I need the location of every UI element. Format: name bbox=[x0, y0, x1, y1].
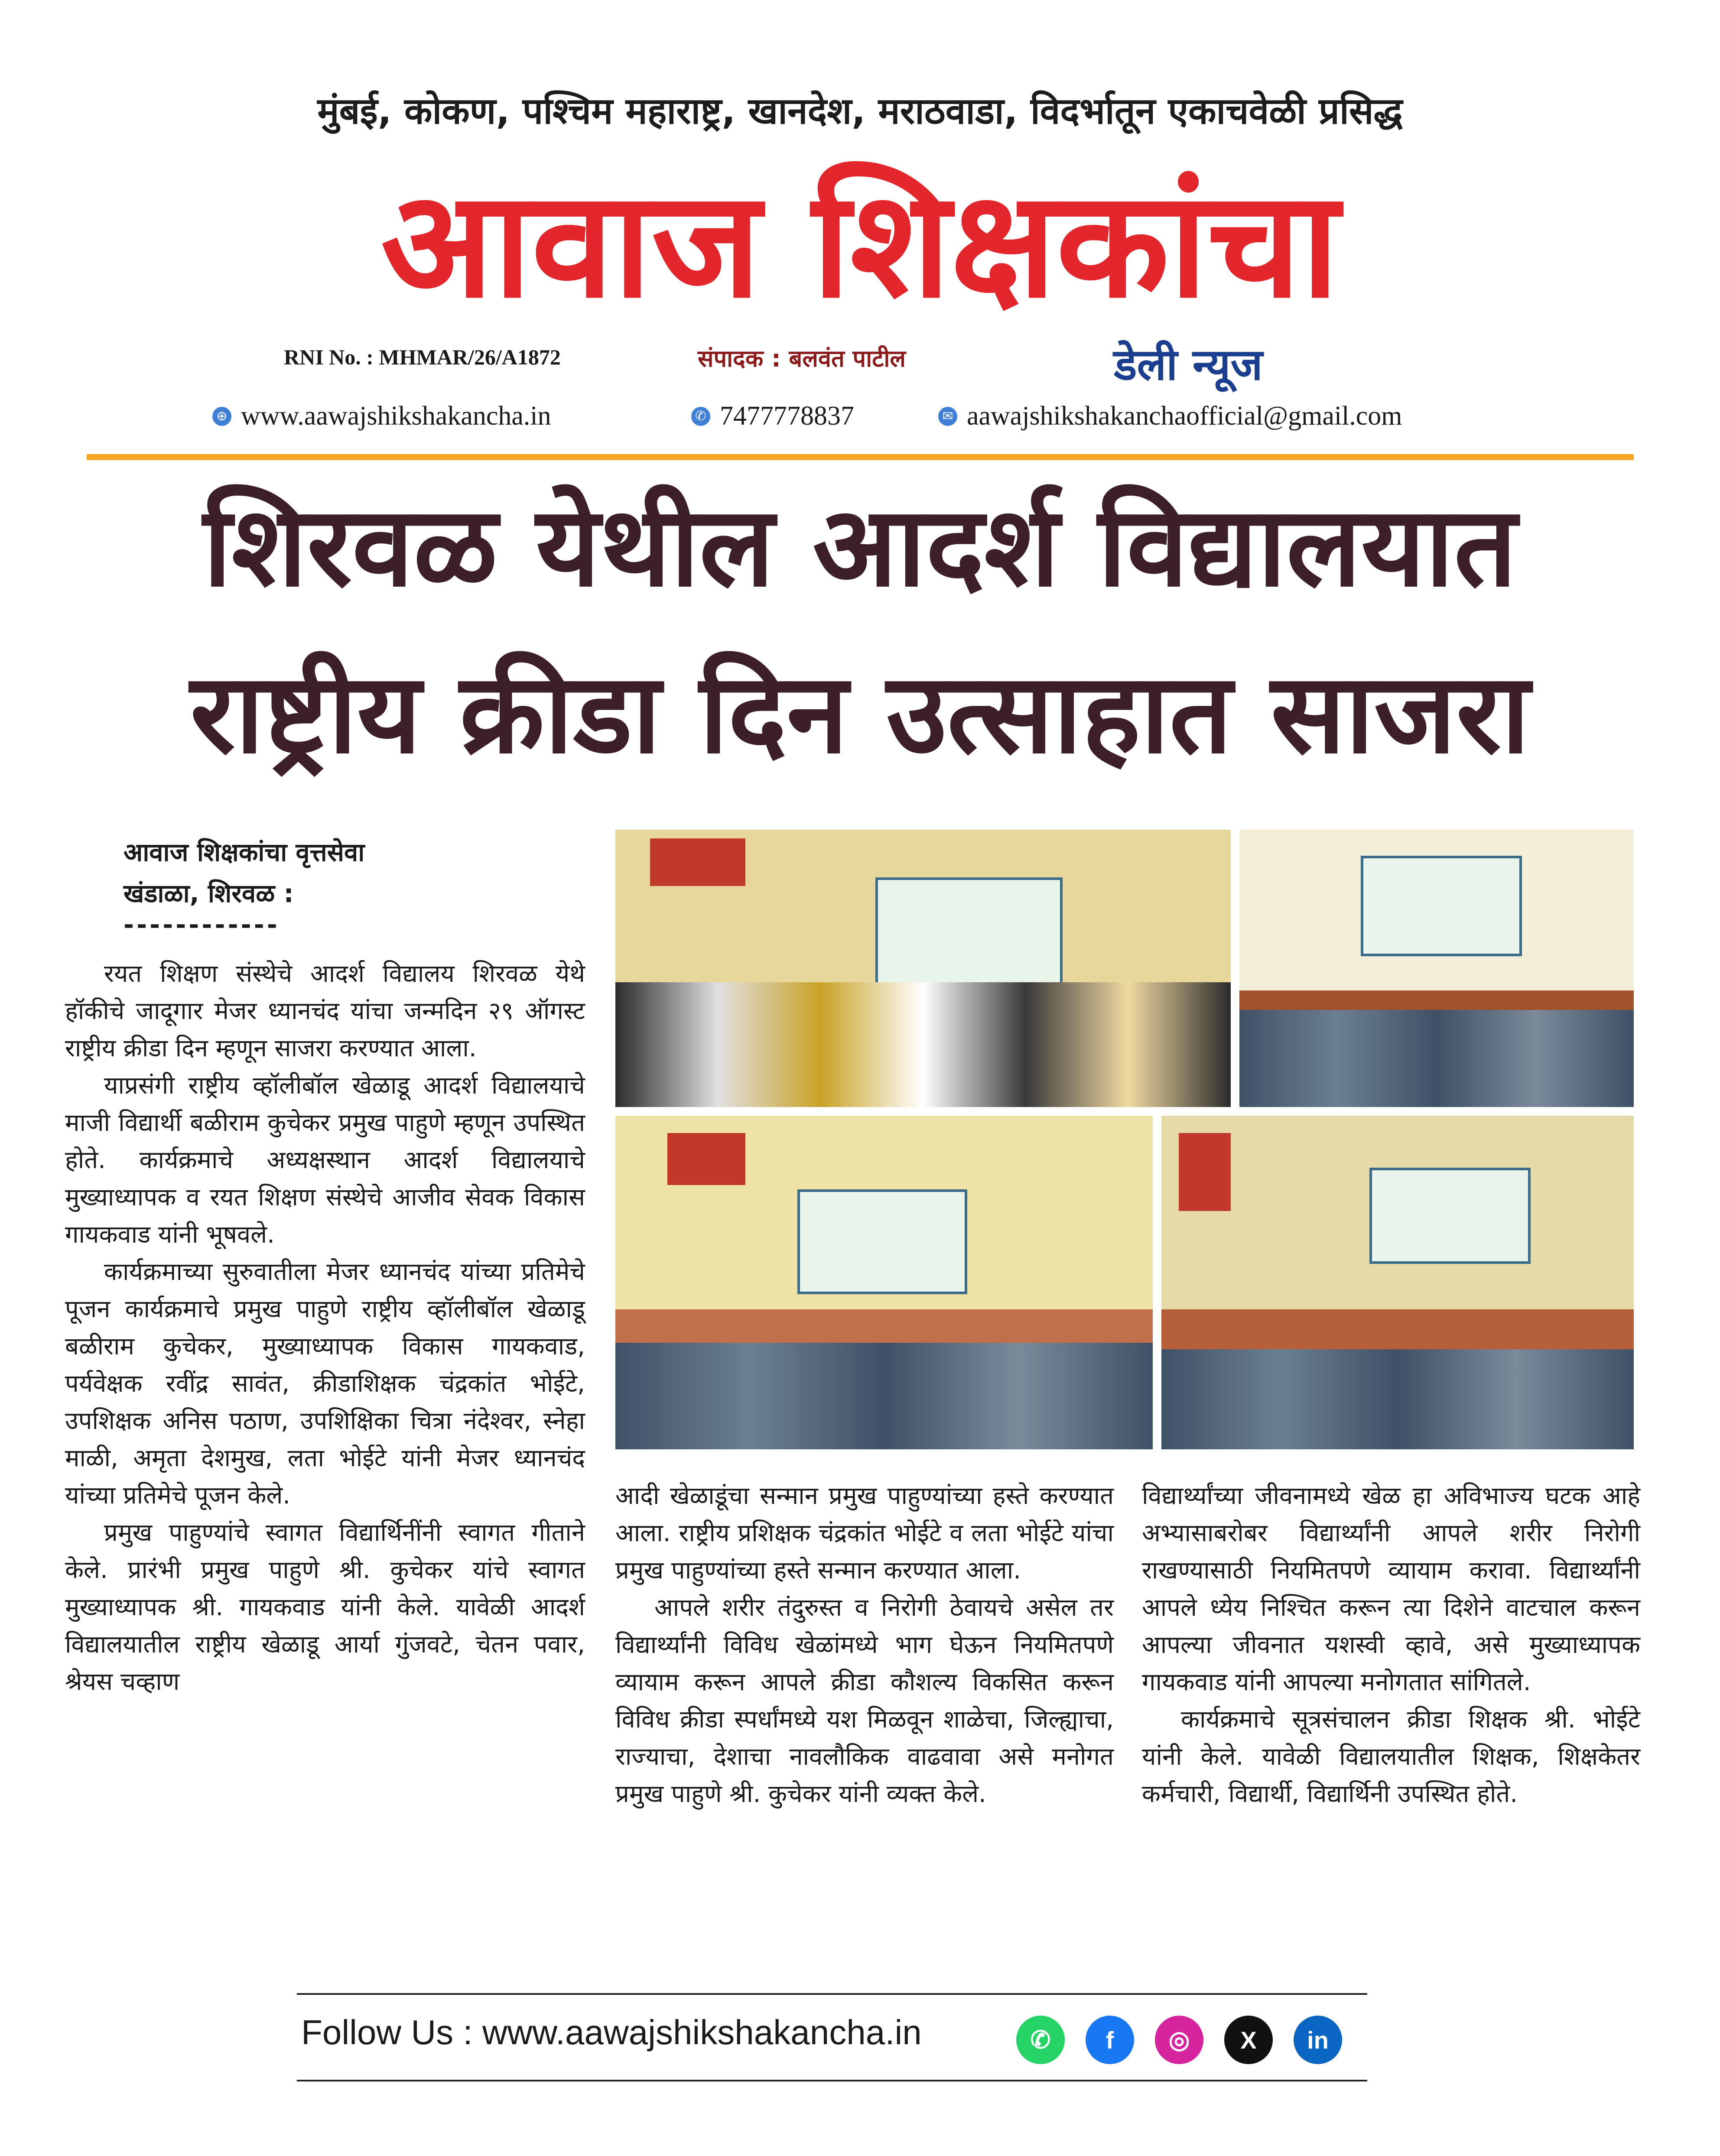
email-text[interactable]: aawajshikshakanchaofficial@gmail.com bbox=[967, 401, 1402, 431]
header-divider bbox=[87, 454, 1634, 460]
event-photo-collage bbox=[615, 830, 1634, 1449]
globe-icon: ⊕ bbox=[212, 407, 231, 426]
phone-text[interactable]: 7477778837 bbox=[720, 401, 854, 431]
instagram-icon[interactable]: ◎ bbox=[1155, 2016, 1203, 2064]
paragraph: कार्यक्रमाच्या सुरुवातीला मेजर ध्यानचंद यांच्या प्रतिमेचे पूजन कार्यक्रमाचे प्रमुख पाहुणे राष्ट्रीय व्हॉलीबॉल खेळाडू बळीराम कुचेकर, मुख्याध्यापक विकास गायकवाड, पर्यवेक्षक रवींद्र सावंत, क्रीडाशिक्षक चंद्रकांत भोईटे, उपशिक्षक अनिस पठाण, उपशिक्षिका चित्रा नंदेश्वर, स्नेहा माळी, अमृता देशमुख, लता भोईटे यांनी मेजर ध्यानचंद यांच्या प्रतिमेचे पूजन केले. bbox=[65, 1258, 585, 1510]
article-column-2 bbox=[615, 1477, 1114, 1813]
paragraph: आदी खेळाडूंचा सन्मान प्रमुख पाहुण्यांच्या हस्ते करण्यात आला. राष्ट्रीय प्रशिक्षक चंद्रकांत भोईटे व लता भोईटे यांचा प्रमुख पाहुण्यांच्या हस्ते सन्मान करण्यात आला. bbox=[615, 1482, 1114, 1585]
rni-number: RNI No. : MHMAR/26/A1872 bbox=[284, 345, 561, 369]
website-contact[interactable] bbox=[212, 401, 551, 432]
byline-rule: ------------ bbox=[124, 910, 280, 939]
editor-name: संपादक : बलवंत पाटील bbox=[698, 345, 906, 372]
paragraph: प्रमुख पाहुण्यांचे स्वागत विद्यार्थिनींनी स्वागत गीताने केले. प्रारंभी प्रमुख पाहुणे श्री. कुचेकर यांचे स्वागत मुख्याध्यापक श्री. गायकवाड यांनी केले. यावेळी आदर्श विद्यालयातील राष्ट्रीय खेळाडू आर्या गुंजवटे, चेतन पवार, श्रेयस चव्हाण bbox=[65, 1519, 585, 1696]
byline-place: खंडाळा, शिरवळ : bbox=[124, 879, 294, 908]
paragraph: रयत शिक्षण संस्थेचे आदर्श विद्यालय शिरवळ येथे हॉकीचे जादूगार मेजर ध्यानचंद यांचा जन्मदिन २९ ऑगस्ट राष्ट्रीय क्रीडा दिन म्हणून साजरा करण्यात आला. bbox=[65, 960, 585, 1062]
article-column-3 bbox=[1142, 1477, 1640, 1813]
event-photo-1 bbox=[615, 830, 1231, 1107]
paragraph: कार्यक्रमाचे सूत्रसंचालन क्रीडा शिक्षक श्री. भोईटे यांनी केले. यावेळी विद्यालयातील शिक्षक, शिक्षकेतर कर्मचारी, विद्यार्थी, विद्यार्थिनी उपस्थित होते. bbox=[1142, 1705, 1640, 1808]
byline-source: आवाज शिक्षकांचा वृत्तसेवा bbox=[124, 838, 365, 867]
paragraph: विद्यार्थ्यांच्या जीवनामध्ये खेळ हा अविभाज्य घटक आहे अभ्यासाबरोबर विद्यार्थ्यांनी आपले शरीर निरोगी राखण्यासाठी नियमितपणे व्यायाम करावा. विद्यार्थ्यांनी आपले ध्येय निश्चित करून त्या दिशेने वाटचाल करून आपल्या जीवनात यशस्वी व्हावे, असे मुख्याध्यापक गायकवाड यांनी आपल्या मनोगतात सांगितले. bbox=[1142, 1482, 1640, 1696]
headline-line-1: शिरवळ येथील आदर्श विद्यालयात bbox=[203, 483, 1517, 611]
event-photo-3 bbox=[615, 1116, 1153, 1449]
linkedin-icon[interactable]: in bbox=[1294, 2016, 1342, 2064]
tagline: मुंबई, कोकण, पश्चिम महाराष्ट्र, खानदेश, मराठवाडा, विदर्भातून एकाचवेळी प्रसिद्ध bbox=[317, 90, 1403, 132]
edition-label: डेली न्यूज bbox=[1114, 339, 1263, 390]
follow-us-link[interactable]: Follow Us : www.aawajshikshakancha.in bbox=[301, 2013, 922, 2052]
email-contact[interactable] bbox=[938, 401, 1402, 432]
facebook-icon[interactable]: f bbox=[1086, 2016, 1134, 2064]
event-photo-2 bbox=[1239, 830, 1634, 1107]
article-column-1 bbox=[65, 955, 585, 1701]
email-icon: ✉ bbox=[938, 407, 957, 426]
event-photo-4 bbox=[1161, 1116, 1634, 1449]
phone-icon: ✆ bbox=[691, 407, 710, 426]
phone-contact[interactable] bbox=[691, 401, 854, 432]
website-text[interactable]: www.aawajshikshakancha.in bbox=[241, 401, 551, 431]
masthead-title: आवाज शिक्षकांचा bbox=[380, 159, 1340, 331]
paragraph: याप्रसंगी राष्ट्रीय व्हॉलीबॉल खेळाडू आदर्श विद्यालयाचे माजी विद्यार्थी बळीराम कुचेकर प्रमुख पाहुणे म्हणून उपस्थित होते. कार्यक्रमाचे अध्यक्षस्थान आदर्श विद्यालयाचे मुख्याध्यापक व रयत शिक्षण संस्थेचे आजीव सेवक विकास गायकवाड यांनी भूषवले. bbox=[65, 1072, 585, 1249]
whatsapp-icon[interactable]: ✆ bbox=[1016, 2016, 1065, 2064]
footer-divider-bottom bbox=[297, 2080, 1367, 2081]
x-icon[interactable]: X bbox=[1224, 2016, 1273, 2064]
footer-divider-top bbox=[297, 1993, 1367, 1995]
paragraph: आपले शरीर तंदुरुस्त व निरोगी ठेवायचे असेल तर विद्यार्थ्यांनी विविध खेळांमध्ये भाग घेऊन नियमितपणे व्यायाम करून आपले क्रीडा कौशल्य विकसित करून विविध क्रीडा स्पर्धांमध्ये यश मिळवून शाळेचा, जिल्ह्याचा, राज्याचा, देशाचा नावलौकिक वाढवावा असे मनोगत प्रमुख पाहुणे श्री. कुचेकर यांनी व्यक्त केले. bbox=[615, 1594, 1114, 1808]
headline-line-2: राष्ट्रीय क्रीडा दिन उत्साहात साजरा bbox=[190, 649, 1530, 778]
